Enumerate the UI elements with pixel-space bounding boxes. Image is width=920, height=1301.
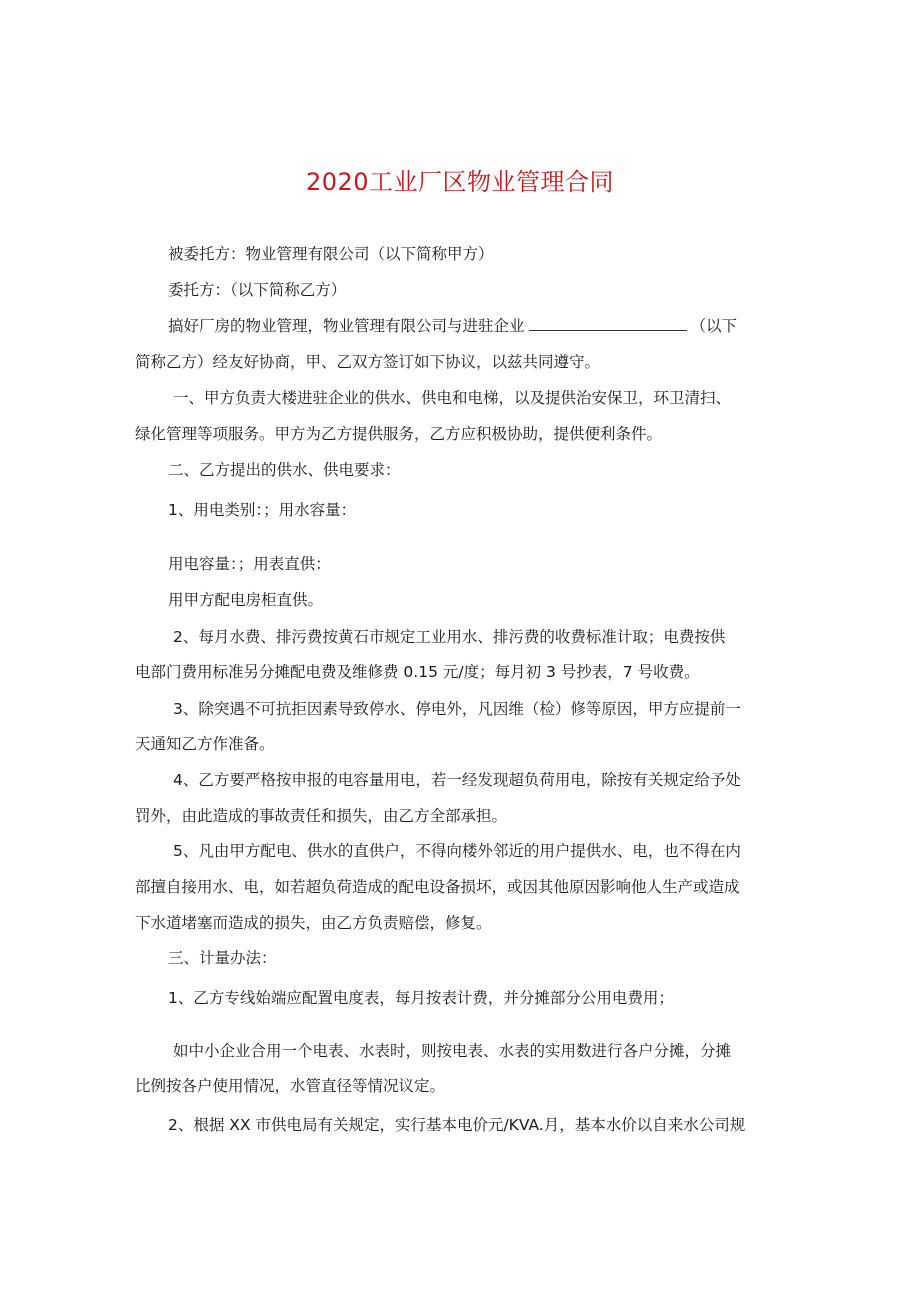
- clause-3-sharing-line-1: 如中小企业合用一个电表、水表时，则按电表、水表的实用数进行各户分摊，分摊: [173, 1042, 732, 1060]
- clause-2-item-4-line-2: 罚外，由此造成的事故责任和损失，由乙方全部承担。: [135, 807, 508, 825]
- clause-3-item-2: 2、根据 XX 市供电局有关规定，实行基本电价元/KVA.月，基本水价以自来水公司规: [168, 1116, 746, 1134]
- clause-1-line-2: 绿化管理等项服务。甲方为乙方提供服务，乙方应积极协助，提供便利条件。: [135, 425, 663, 443]
- entrusted-party-line: 被委托方：物业管理有限公司（以下简称甲方）: [168, 245, 494, 263]
- clause-2-item-5-line-3: 下水道堵塞而造成的损失，由乙方负责赔偿，修复。: [135, 914, 492, 932]
- clause-3-sharing-line-2: 比例按各户使用情况，水管直径等情况议定。: [135, 1077, 446, 1095]
- intro-line-2: 简称乙方）经友好协商，甲、乙双方签订如下协议，以兹共同遵守。: [135, 353, 601, 371]
- clause-2-heading: 二、乙方提出的供水、供电要求：: [168, 461, 401, 479]
- clause-2-item-2-line-1: 2、每月水费、排污费按黄石市规定工业用水、排污费的收费标准计取；电费按供: [173, 628, 726, 646]
- clause-2-item-4-line-1: 4、乙方要严格按申报的电容量用电，若一经发现超负荷用电，除按有关规定给予处: [173, 771, 741, 789]
- clause-1-line-1: 一、甲方负责大楼进驻企业的供水、供电和电梯，以及提供治安保卫，环卫清扫、: [173, 389, 732, 407]
- company-name-blank: [529, 316, 687, 331]
- clause-2-item-1-supply: 用甲方配电房柜直供。: [168, 591, 324, 609]
- intro-line-1: [135, 309, 823, 345]
- clause-2-item-3-line-2: 天通知乙方作准备。: [135, 735, 275, 753]
- clause-2-item-1: 1、用电类别：；用水容量：: [168, 501, 357, 519]
- intro-text: 搞好厂房的物业管理，物业管理有限公司与进驻企业: [168, 317, 525, 335]
- entrusting-party-line: 委托方：（以下简称乙方）: [168, 281, 347, 299]
- clause-2-item-5-line-2: 部擅自接用水、电，如若超负荷造成的配电设备损坏，或因其他原因影响他人生产或造成: [135, 878, 740, 896]
- clause-2-item-3-line-1: 3、除突遇不可抗拒因素导致停水、停电外，凡因维（检）修等原因，甲方应提前一: [173, 700, 741, 718]
- intro-text-end: （以下: [690, 317, 738, 335]
- clause-2-item-5-line-1: 5、凡由甲方配电、供水的直供户，不得向楼外邻近的用户提供水、电，也不得在内: [173, 842, 741, 860]
- clause-2-item-2-line-2: 电部门费用标准另分摊配电费及维修费 0.15 元/度；每月初 3 号抄表，7 号收费。: [135, 663, 700, 681]
- clause-3-heading: 三、计量办法：: [168, 949, 277, 967]
- document-title: 2020工业厂区物业管理合同: [305, 168, 615, 196]
- clause-3-item-1: 1、乙方专线始端应配置电度表，每月按表计费，并分摊部分公用电费用；: [168, 989, 674, 1007]
- clause-2-item-1-cont: 用电容量：；用表直供：: [168, 555, 331, 573]
